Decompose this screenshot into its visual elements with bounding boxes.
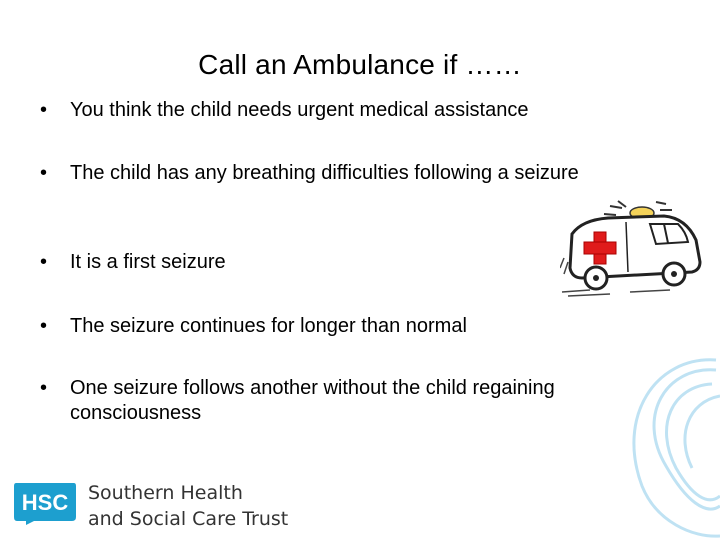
bullet-item — [40, 376, 680, 426]
bullet-text: You think the child needs urgent medical assistance — [70, 99, 529, 121]
bullet-text: It is a first seizure — [70, 251, 226, 273]
trust-name-line2: and Social Care Trust — [88, 508, 289, 530]
hsc-logo-icon — [12, 481, 78, 526]
ambulance-icon — [560, 198, 708, 298]
slide-title: Call an Ambulance if …… — [198, 49, 522, 80]
bullet-marker: • — [40, 315, 48, 337]
bullet-item — [40, 161, 620, 186]
bullet-text: The child has any breathing difficulties following a seizure — [70, 162, 579, 184]
bullet-text: One seizure follows another without the child regaining consciousness — [70, 377, 555, 424]
bullet-marker: • — [40, 377, 48, 399]
bullet-item — [40, 314, 660, 339]
bullet-marker: • — [40, 99, 48, 121]
bullet-item — [40, 98, 660, 123]
hsc-logo-mark: HSC — [21, 490, 69, 515]
bullet-text: The seizure continues for longer than normal — [70, 315, 467, 337]
trust-name-line1: Southern Health — [88, 482, 243, 504]
bullet-marker: • — [40, 251, 48, 273]
bullet-marker: • — [40, 162, 48, 184]
trust-name — [88, 480, 288, 532]
decorative-swirl — [596, 356, 720, 540]
